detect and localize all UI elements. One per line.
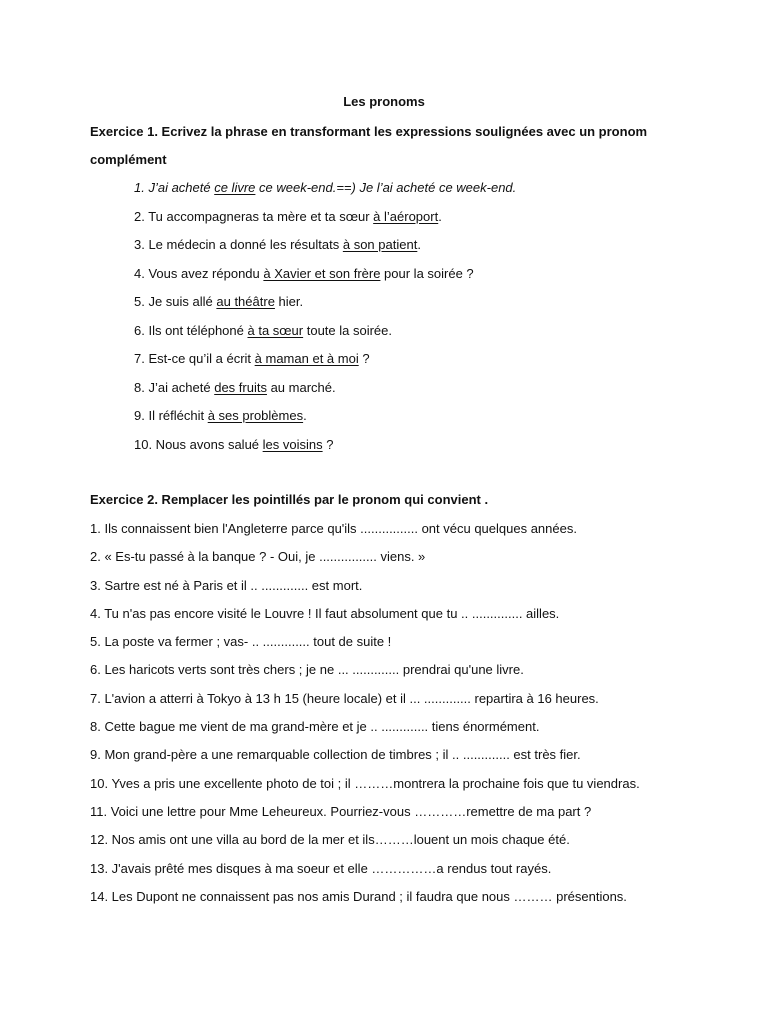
exercise2-item: 7. L'avion a atterri à Tokyo à 13 h 15 (heure locale) et il ... ............. repartira à 16 heures. (90, 690, 599, 706)
exercise2-item: 4. Tu n'as pas encore visité le Louvre ! Il faut absolument que tu .. .............. ailles. (90, 605, 560, 621)
exercise2-item: 8. Cette bague me vient de ma grand-mère et je .. ............. tiens énormément. (90, 719, 540, 735)
exercise1-item: 3. Le médecin a donné les résultats à son patient. (134, 237, 421, 252)
exercise2-item: 13. J'avais prêté mes disques à ma soeur et elle ……………a rendus tout rayés. (90, 860, 552, 876)
exercise1-list (134, 174, 714, 459)
exercise2-item: 1. Ils connaissent bien l'Angleterre parce qu'ils ................ ont vécu quelques années. (90, 521, 577, 536)
exercise2-item: 11. Voici une lettre pour Mme Leheureux. Pourriez-vous …………remettre de ma part ? (90, 803, 592, 819)
exercise2-item: 12. Nos amis ont une villa au bord de la mer et ils………louent un mois chaque été. (90, 832, 570, 848)
page-title: Les pronoms (343, 94, 425, 109)
exercise1-item: 5. Je suis allé au théâtre hier. (134, 294, 304, 309)
exercise2-heading: Exercice 2. Remplacer les pointillés par le pronom qui convient . (90, 492, 489, 507)
exercise1-item: 9. Il réfléchit à ses problèmes. (134, 408, 307, 423)
exercise2-item: 3. Sartre est né à Paris et il .. ............. est mort. (90, 577, 363, 593)
exercise2-item: 2. « Es-tu passé à la banque ? - Oui, je ................ viens. » (90, 549, 426, 565)
exercise2-item: 5. La poste va fermer ; vas- .. ............. tout de suite ! (90, 634, 392, 650)
exercise2-item: 14. Les Dupont ne connaissent pas nos amis Durand ; il faudra que nous ……… présentions. (90, 888, 627, 904)
exercise1-item: 4. Vous avez répondu à Xavier et son frère pour la soirée ? (134, 265, 474, 281)
exercise1-item: 6. Ils ont téléphoné à ta sœur toute la soirée. (134, 322, 392, 338)
exercise1-item: 10. Nous avons salué les voisins ? (134, 436, 334, 452)
exercise1-item: 8. J’ai acheté des fruits au marché. (134, 379, 336, 395)
exercise1-item: 2. Tu accompagneras ta mère et ta sœur à l’aéroport. (134, 208, 442, 224)
exercise1-item: 1. J’ai acheté ce livre ce week-end.==) Je l’ai acheté ce week-end. (134, 180, 517, 195)
exercise2-item: 9. Mon grand-père a une remarquable collection de timbres ; il .. ............. est très fier. (90, 747, 581, 763)
exercise1-item: 7. Est-ce qu’il a écrit à maman et à moi ? (134, 351, 370, 366)
exercise1-heading: Exercice 1. Ecrivez la phrase en transformant les expressions soulignées avec un pronom complément (90, 124, 648, 167)
exercise2-list (90, 515, 710, 911)
exercise2-item: 6. Les haricots verts sont très chers ; je ne ... ............. prendrai qu'une livre. (90, 662, 524, 678)
exercise2-item: 10. Yves a pris une excellente photo de toi ; il ………montrera la prochaine fois que tu viendras. (90, 775, 640, 791)
